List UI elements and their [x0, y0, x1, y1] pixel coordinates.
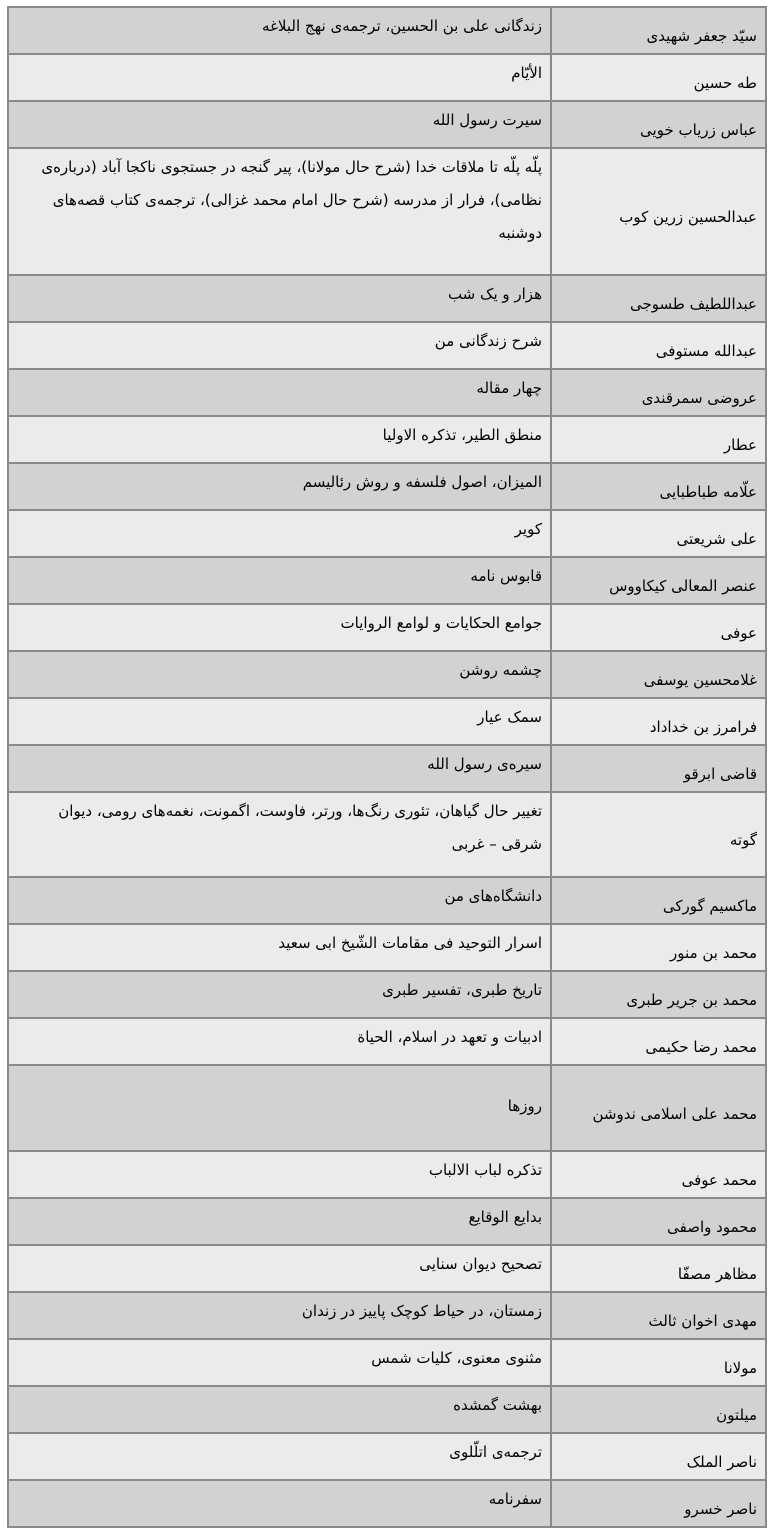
works-cell: بهشت گمشده — [8, 1386, 551, 1433]
table-row — [8, 101, 766, 148]
works-cell: جوامع الحکایات و لوامع الروایات — [8, 604, 551, 651]
table-row — [8, 1292, 766, 1339]
works-cell: سمک عیار — [8, 698, 551, 745]
table-row — [8, 1151, 766, 1198]
table-row — [8, 1065, 766, 1151]
table-row — [8, 557, 766, 604]
table-row — [8, 1245, 766, 1292]
author-cell: عباس زریاب خویی — [551, 101, 766, 148]
table-row — [8, 1339, 766, 1386]
works-cell: ترجمه‌ی اتلّلوی — [8, 1433, 551, 1480]
works-cell: الأیّام — [8, 54, 551, 101]
author-cell: عوفی — [551, 604, 766, 651]
works-cell: سیرت رسول الله — [8, 101, 551, 148]
author-cell: طه حسین — [551, 54, 766, 101]
author-cell: ماکسیم گورکی — [551, 877, 766, 924]
table-row — [8, 7, 766, 54]
author-cell: محمد علی اسلامی ندوشن — [551, 1065, 766, 1151]
author-cell: عبدالله مستوفی — [551, 322, 766, 369]
works-cell: تصحیح دیوان سنایی — [8, 1245, 551, 1292]
table-row — [8, 54, 766, 101]
author-cell: محمود واصفی — [551, 1198, 766, 1245]
author-cell: محمد رضا حکیمی — [551, 1018, 766, 1065]
table-row — [8, 924, 766, 971]
authors-works-table — [7, 6, 767, 1528]
works-cell: کویر — [8, 510, 551, 557]
table-row — [8, 1018, 766, 1065]
author-cell: میلتون — [551, 1386, 766, 1433]
works-cell: مثنوی معنوی، کلیات شمس — [8, 1339, 551, 1386]
table-row — [8, 745, 766, 792]
author-cell: عروضی سمرقندی — [551, 369, 766, 416]
table-row — [8, 1198, 766, 1245]
author-cell: فرامرز بن خداداد — [551, 698, 766, 745]
author-cell: محمد بن جریر طبری — [551, 971, 766, 1018]
author-cell: علّامه طباطبایی — [551, 463, 766, 510]
works-cell: تاریخ طبری، تفسیر طبری — [8, 971, 551, 1018]
table-row — [8, 510, 766, 557]
table-row — [8, 792, 766, 877]
table-row — [8, 651, 766, 698]
author-cell: مولانا — [551, 1339, 766, 1386]
table-row — [8, 369, 766, 416]
works-cell: دانشگاه‌های من — [8, 877, 551, 924]
works-cell: منطق الطیر، تذکره الاولیا — [8, 416, 551, 463]
works-cell: المیزان، اصول فلسفه و روش رئالیسم — [8, 463, 551, 510]
table-row — [8, 1433, 766, 1480]
author-cell: محمد عوفی — [551, 1151, 766, 1198]
works-cell: تغییر حال گیاهان، تئوری رنگ‌ها، ورتر، فاوست، اگمونت، نغمه‌های رومی، دیوان شرقی – غربی — [8, 792, 551, 877]
works-cell: زمستان، در حیاط کوچک پاییز در زندان — [8, 1292, 551, 1339]
author-cell: قاضی ابرقو — [551, 745, 766, 792]
author-cell: عبداللطیف طسوجی — [551, 275, 766, 322]
works-cell: زندگانی علی بن الحسین، ترجمه‌ی نهج البلاغه — [8, 7, 551, 54]
works-cell: هزار و یک شب — [8, 275, 551, 322]
author-cell: عنصر المعالی کیکاووس — [551, 557, 766, 604]
works-cell: سیره‌ی رسول الله — [8, 745, 551, 792]
works-cell: تذکره لباب الالباب — [8, 1151, 551, 1198]
works-cell: قابوس نامه — [8, 557, 551, 604]
author-cell: محمد بن منور — [551, 924, 766, 971]
works-cell: روزها — [8, 1065, 551, 1151]
table-row — [8, 604, 766, 651]
author-cell: عطار — [551, 416, 766, 463]
works-cell: اسرار التوحید فی مقامات الشّیخ ابی سعید — [8, 924, 551, 971]
table-row — [8, 148, 766, 275]
table-row — [8, 1480, 766, 1527]
works-cell: چهار مقاله — [8, 369, 551, 416]
table-row — [8, 971, 766, 1018]
author-cell: ناصر خسرو — [551, 1480, 766, 1527]
author-cell: سیّد جعفر شهیدی — [551, 7, 766, 54]
table-row — [8, 275, 766, 322]
works-cell: چشمه روشن — [8, 651, 551, 698]
table-row — [8, 463, 766, 510]
author-cell: مهدی اخوان ثالث — [551, 1292, 766, 1339]
works-cell: ادبیات و تعهد در اسلام، الحیاة — [8, 1018, 551, 1065]
author-cell: ناصر الملک — [551, 1433, 766, 1480]
table-row — [8, 322, 766, 369]
table-row — [8, 877, 766, 924]
table-row — [8, 698, 766, 745]
works-cell: شرح زندگانی من — [8, 322, 551, 369]
works-cell: پلّه پلّه تا ملاقات خدا (شرح حال مولانا)، پیر گنجه در جستجوی ناکجا آباد (درباره‌ی نظامی)، فرار از مدرسه (شرح حال امام محمد غزالی)، ترجمه‌ی کتاب قصه‌های دوشنبه — [8, 148, 551, 275]
author-cell: غلامحسین یوسفی — [551, 651, 766, 698]
works-cell: بدایع الوقایع — [8, 1198, 551, 1245]
author-cell: عبدالحسین زرین کوب — [551, 148, 766, 275]
author-cell: مظاهر مصفّا — [551, 1245, 766, 1292]
author-cell: علی شریعتی — [551, 510, 766, 557]
table-row — [8, 1386, 766, 1433]
works-cell: سفرنامه — [8, 1480, 551, 1527]
table-row — [8, 416, 766, 463]
authors-table-container — [7, 6, 767, 1528]
author-cell: گوته — [551, 792, 766, 877]
